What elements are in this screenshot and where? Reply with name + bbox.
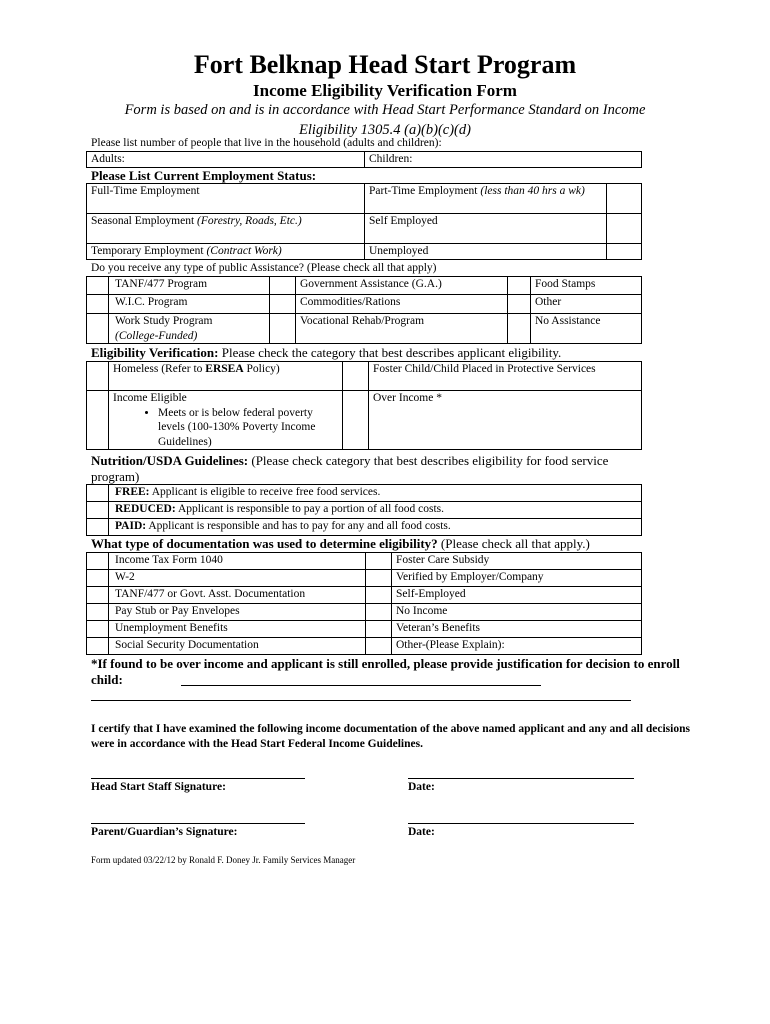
documentation-option: Self-Employed bbox=[392, 587, 642, 604]
paid-label: PAID: bbox=[115, 520, 147, 532]
parent-date-line[interactable] bbox=[408, 823, 634, 824]
eligibility-checkbox[interactable] bbox=[87, 362, 109, 391]
income-eligible-option bbox=[109, 391, 343, 450]
income-eligible-bullet: • Meets or is below federal poverty levels (100-130% Poverty Income Guidelines) bbox=[158, 406, 342, 450]
form-basis-note: Form is based on and is in accordance with Head Start Performance Standard on Income Eligibility 1305.4 (a)(b)(c)(d) bbox=[124, 102, 646, 138]
form-title: Fort Belknap Head Start Program bbox=[193, 50, 577, 79]
assistance-checkbox[interactable] bbox=[508, 295, 531, 314]
documentation-option: TANF/477 or Govt. Asst. Documentation bbox=[109, 587, 366, 604]
part-time-option bbox=[365, 184, 607, 214]
employment-checkbox[interactable] bbox=[607, 244, 642, 260]
voc-rehab-label: Vocational Rehab/Program bbox=[300, 315, 425, 327]
unemployed-option bbox=[365, 244, 607, 260]
seasonal-label: Seasonal Employment bbox=[91, 215, 198, 227]
food-stamps-option bbox=[531, 277, 642, 295]
free-label: FREE: bbox=[115, 486, 150, 498]
reduced-option bbox=[109, 502, 642, 519]
wic-option bbox=[109, 295, 270, 314]
assistance-table bbox=[86, 276, 642, 344]
nutrition-checkbox[interactable] bbox=[87, 502, 109, 519]
assistance-checkbox[interactable] bbox=[87, 295, 109, 314]
over-income-label: Over Income * bbox=[373, 392, 442, 404]
documentation-checkbox[interactable] bbox=[87, 604, 109, 621]
free-option bbox=[109, 485, 642, 502]
eligibility-checkbox[interactable] bbox=[87, 391, 109, 450]
temporary-note: (Contract Work) bbox=[206, 245, 282, 257]
other-label: Other bbox=[535, 296, 562, 308]
no-assistance-option bbox=[531, 314, 642, 344]
wic-label: W.I.C. Program bbox=[115, 296, 188, 308]
part-time-note: (less than 40 hrs a wk) bbox=[480, 185, 585, 197]
nutrition-heading-text: (Please check category that best describes eligibility for food service program) bbox=[91, 453, 609, 484]
documentation-checkbox[interactable] bbox=[366, 604, 392, 621]
documentation-option: Unemployment Benefits bbox=[109, 621, 366, 638]
children-label: Children: bbox=[369, 153, 413, 165]
documentation-heading bbox=[91, 536, 590, 552]
voc-rehab-option bbox=[296, 314, 508, 344]
homeless-policy-name: ERSEA bbox=[205, 363, 244, 375]
assistance-checkbox[interactable] bbox=[508, 277, 531, 295]
documentation-option: W-2 bbox=[109, 570, 366, 587]
work-study-note: (College-Funded) bbox=[115, 329, 198, 342]
justification-prompt bbox=[91, 656, 681, 688]
documentation-checkbox[interactable] bbox=[87, 570, 109, 587]
documentation-table bbox=[86, 552, 642, 655]
no-assistance-label: No Assistance bbox=[535, 315, 601, 327]
documentation-checkbox[interactable] bbox=[366, 621, 392, 638]
eligibility-heading-bold: Eligibility Verification: bbox=[91, 345, 219, 360]
justification-line[interactable] bbox=[181, 685, 541, 686]
full-time-label: Full-Time Employment bbox=[91, 185, 200, 197]
form-footer: Form updated 03/22/12 by Ronald F. Doney Jr. Family Services Manager bbox=[91, 855, 356, 865]
tanf-option bbox=[109, 277, 270, 295]
parent-date-label: Date: bbox=[408, 826, 435, 838]
certification-statement: I certify that I have examined the following income documentation of the above named applicant and any and all decisions were in accordance with the Head Start Federal Income Guidelines. bbox=[91, 723, 690, 750]
food-stamps-label: Food Stamps bbox=[535, 278, 596, 290]
adults-label: Adults: bbox=[91, 153, 125, 165]
form-subtitle: Income Eligibility Verification Form bbox=[253, 81, 517, 100]
documentation-checkbox[interactable] bbox=[366, 570, 392, 587]
full-time-option bbox=[87, 184, 365, 214]
documentation-checkbox[interactable] bbox=[366, 587, 392, 604]
justification-line[interactable] bbox=[91, 700, 631, 701]
household-table bbox=[86, 151, 642, 168]
free-description: Applicant is eligible to receive free food services. bbox=[149, 486, 381, 498]
reduced-description: Applicant is responsible to pay a portion of all food costs. bbox=[175, 503, 444, 515]
homeless-option bbox=[109, 362, 343, 391]
documentation-option: Pay Stub or Pay Envelopes bbox=[109, 604, 366, 621]
ga-option bbox=[296, 277, 508, 295]
eligibility-heading bbox=[91, 345, 561, 361]
staff-date-label: Date: bbox=[408, 781, 435, 793]
eligibility-heading-text: Please check the category that best describes applicant eligibility. bbox=[218, 345, 562, 360]
part-time-label: Part-Time Employment bbox=[369, 185, 481, 197]
staff-signature-line[interactable] bbox=[91, 778, 305, 779]
unemployed-label: Unemployed bbox=[369, 245, 429, 257]
eligibility-checkbox[interactable] bbox=[343, 391, 369, 450]
tanf-label: TANF/477 Program bbox=[115, 278, 208, 290]
employment-checkbox[interactable] bbox=[607, 214, 642, 244]
parent-signature-line[interactable] bbox=[91, 823, 305, 824]
seasonal-note: (Forestry, Roads, Etc.) bbox=[197, 215, 302, 227]
commodities-label: Commodities/Rations bbox=[300, 296, 401, 308]
seasonal-option bbox=[87, 214, 365, 244]
eligibility-checkbox[interactable] bbox=[343, 362, 369, 391]
assistance-checkbox[interactable] bbox=[270, 314, 296, 344]
reduced-label: REDUCED: bbox=[115, 503, 176, 515]
documentation-option: Income Tax Form 1040 bbox=[109, 553, 366, 570]
documentation-option: Verified by Employer/Company bbox=[392, 570, 642, 587]
nutrition-heading-bold: Nutrition/USDA Guidelines: bbox=[91, 453, 249, 468]
foster-label: Foster Child/Child Placed in Protective Services bbox=[373, 363, 596, 375]
assistance-checkbox[interactable] bbox=[87, 277, 109, 295]
documentation-option: No Income bbox=[392, 604, 642, 621]
work-study-label: Work Study Program bbox=[115, 315, 213, 327]
documentation-checkbox[interactable] bbox=[366, 638, 392, 655]
employment-checkbox[interactable] bbox=[607, 184, 642, 214]
documentation-checkbox[interactable] bbox=[87, 621, 109, 638]
temporary-option bbox=[87, 244, 365, 260]
assistance-prompt: Do you receive any type of public Assistance? (Please check all that apply) bbox=[91, 262, 437, 274]
documentation-checkbox[interactable] bbox=[87, 587, 109, 604]
assistance-checkbox[interactable] bbox=[270, 277, 296, 295]
adults-field[interactable] bbox=[87, 152, 365, 168]
documentation-option: Other-(Please Explain): bbox=[392, 638, 642, 655]
documentation-heading-bold: What type of documentation was used to determine eligibility? bbox=[91, 536, 438, 551]
work-study-option bbox=[109, 314, 270, 344]
temporary-label: Temporary Employment bbox=[91, 245, 207, 257]
assistance-checkbox[interactable] bbox=[87, 314, 109, 344]
foster-option bbox=[369, 362, 642, 391]
nutrition-table bbox=[86, 484, 642, 536]
documentation-option: Social Security Documentation bbox=[109, 638, 366, 655]
over-income-option bbox=[369, 391, 642, 450]
documentation-heading-text: (Please check all that apply.) bbox=[437, 536, 590, 551]
nutrition-checkbox[interactable] bbox=[87, 519, 109, 536]
documentation-option: Veteran’s Benefits bbox=[392, 621, 642, 638]
self-employed-label: Self Employed bbox=[369, 215, 438, 227]
assistance-checkbox[interactable] bbox=[508, 314, 531, 344]
assistance-checkbox[interactable] bbox=[270, 295, 296, 314]
parent-signature-label: Parent/Guardian’s Signature: bbox=[91, 826, 238, 838]
documentation-checkbox[interactable] bbox=[366, 553, 392, 570]
commodities-option bbox=[296, 295, 508, 314]
self-employed-option bbox=[365, 214, 607, 244]
employment-heading: Please List Current Employment Status: bbox=[91, 168, 317, 183]
employment-table bbox=[86, 183, 642, 260]
nutrition-checkbox[interactable] bbox=[87, 485, 109, 502]
justification-text: *If found to be over income and applicant is still enrolled, please provide justification for decision to enroll child: bbox=[91, 656, 680, 687]
homeless-label-end: Policy) bbox=[243, 363, 280, 375]
nutrition-heading bbox=[91, 453, 651, 485]
documentation-checkbox[interactable] bbox=[87, 553, 109, 570]
other-option bbox=[531, 295, 642, 314]
ga-label: Government Assistance (G.A.) bbox=[300, 278, 442, 290]
paid-description: Applicant is responsible and has to pay for any and all food costs. bbox=[146, 520, 451, 532]
staff-signature-label: Head Start Staff Signature: bbox=[91, 781, 226, 793]
staff-date-line[interactable] bbox=[408, 778, 634, 779]
income-eligible-label: Income Eligible bbox=[113, 392, 187, 404]
paid-option bbox=[109, 519, 642, 536]
household-prompt: Please list number of people that live in the household (adults and children): bbox=[91, 137, 442, 149]
homeless-label: Homeless (Refer to bbox=[113, 363, 206, 375]
documentation-checkbox[interactable] bbox=[87, 638, 109, 655]
children-field[interactable] bbox=[365, 152, 642, 168]
documentation-option: Foster Care Subsidy bbox=[392, 553, 642, 570]
eligibility-table bbox=[86, 361, 642, 450]
